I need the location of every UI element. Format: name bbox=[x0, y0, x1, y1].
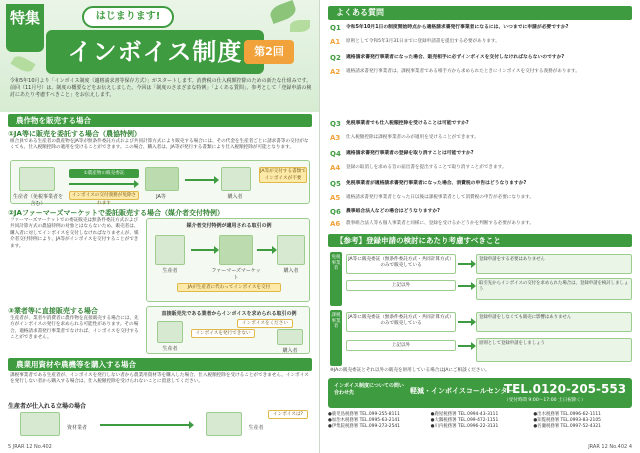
buyer-label: 購入者 bbox=[282, 348, 298, 354]
question-text: 適格請求書発行事業者になった場合、販売相手に必ずインボイスを交付しなければならないのですか? bbox=[346, 55, 565, 60]
tax-office-list bbox=[328, 412, 632, 430]
category-tab: 免税事業者 bbox=[330, 252, 342, 306]
issue-label: JRAR 12 No.402 bbox=[12, 444, 52, 450]
page-footer bbox=[8, 444, 52, 450]
seller-label: 生産者 bbox=[162, 346, 178, 352]
page-number: 4 bbox=[628, 444, 632, 450]
market-icon bbox=[219, 235, 253, 265]
question-text: 令和5年10月1日の制度開始時点から適格請求書発行事業者になるには、いつまでに申請が必要ですか? bbox=[346, 25, 569, 30]
answer-marker: A1 bbox=[330, 38, 341, 46]
arrow-right-icon bbox=[185, 179, 215, 181]
question-marker: Q6 bbox=[330, 208, 341, 216]
office-entry: ●出水税務署 TEL.0996-62-1111 bbox=[533, 412, 601, 417]
contact-name: 軽減・インボイスコールセンター bbox=[410, 387, 515, 395]
answer-text: 仕入税額控除は課税事業者のみが適用を受けることができます。 bbox=[346, 135, 479, 140]
question-text: 適格請求書発行事業者の登録を取り消すことは可能ですか? bbox=[346, 151, 474, 156]
arrow-right-icon bbox=[191, 249, 215, 251]
farmer-icon bbox=[155, 235, 185, 265]
subsection-heading: ②JAファーマーズマーケットで委託販売する場合（媒介者交付特例） bbox=[8, 209, 224, 217]
answer-text: 登録の取消しを求める旨の届出書を提出することで取り消すことができます。 bbox=[346, 165, 507, 170]
result-box: 取引先からインボイスの交付を求められた場合は、登録申請を検討しましょう bbox=[476, 278, 632, 300]
speech-bubble: インボイスをください bbox=[237, 319, 293, 328]
diagram-title: 直接販売先である業者からインボイスを求められる取引の例 bbox=[161, 311, 297, 317]
feature-badge: 特集 bbox=[6, 4, 44, 52]
farmer-icon bbox=[157, 321, 183, 343]
leaf-icon bbox=[290, 20, 310, 32]
buyer-icon bbox=[277, 235, 305, 265]
page-title: インボイス制度 bbox=[46, 30, 264, 74]
buyer-icon bbox=[221, 167, 251, 191]
answer-marker: A2 bbox=[330, 68, 341, 76]
contact-lead: インボイス制度についての問い合わせ先 bbox=[334, 383, 404, 396]
condition-box: 上記以外 bbox=[346, 340, 456, 351]
question-marker: Q2 bbox=[330, 54, 341, 62]
office-row bbox=[328, 424, 632, 430]
note-bubble: インボイスを発行できない bbox=[191, 329, 255, 338]
office-entry: ●大隅税務署 TEL.099-472-1151 bbox=[430, 418, 499, 423]
office-entry: ●加治木税務署 TEL.0995-63-2141 bbox=[328, 418, 400, 423]
feature-header bbox=[0, 0, 319, 112]
intro-text: 令和5年10月より「インボイス制度（適格請求書等保存方式）」がスタートします。消費税の仕入税額控除のための新たな仕組みです。前回（11月号）は、制度の概要などをお伝えしました。今回は「制度のさまざまな特例」「よくある質問」、参考として「登録申請の検討にあたり考慮すべきこと」をお伝えします。 bbox=[10, 78, 312, 98]
farmer-icon bbox=[19, 167, 55, 191]
section-heading: 【参考】登録申請の検討にあたり考慮すべきこと bbox=[328, 234, 632, 247]
question-marker: Q1 bbox=[330, 24, 341, 32]
speech-bubble: インボイスは? bbox=[268, 410, 308, 419]
contact-hours: （受付時間 9:00〜17:00 土日祝除く） bbox=[504, 398, 586, 403]
body-text: 課税事業者である生産者が、インボイスを発行しない者から農業用資材等を購入した場合、仕入税額控除を受けることができません。インボイスを発行しない者から購入する場合は、仕入税額控除を受けられないことに留意してください。 bbox=[10, 373, 309, 385]
note-bubble: インボイスの交付義務が免除されます bbox=[69, 191, 139, 200]
arrow-right-icon bbox=[458, 345, 472, 347]
office-entry: ●知覧税務署 TEL.0993-83-2105 bbox=[533, 418, 601, 423]
question-marker: Q4 bbox=[330, 150, 341, 158]
issue-label: JRAR 12 No.402 bbox=[588, 444, 628, 450]
buyer-icon bbox=[277, 329, 303, 345]
answer-text: 適格請求書発行事業者は、課税事業者である相手方から求められたときにインボイスを交付する義務があります。 bbox=[346, 69, 580, 74]
answer-marker: A6 bbox=[330, 220, 341, 228]
page-number: 5 bbox=[8, 444, 12, 450]
arrow-right-icon bbox=[458, 321, 472, 323]
condition-box: 上記以外 bbox=[346, 280, 456, 291]
arrow-right-icon bbox=[100, 424, 190, 426]
seller-label: 資材業者 bbox=[66, 425, 87, 431]
question-marker: Q3 bbox=[330, 120, 341, 128]
answer-text: 原則として令和5年3月31日までに登録申請書を提出する必要があります。 bbox=[346, 39, 500, 44]
condition-box: JA等に販売委託（無条件委託方式・共同計算方式）のみで販売している bbox=[346, 254, 456, 274]
contact-banner bbox=[328, 378, 632, 408]
office-entry: ●名瀬税務署 TEL.0997-52-4321 bbox=[533, 424, 601, 429]
diagram-direct-sale bbox=[146, 306, 310, 354]
farmer-icon bbox=[206, 412, 242, 436]
section-heading: 農業用資材や農機等を購入する場合 bbox=[8, 358, 312, 371]
note-bubble: JAが生産者に代わってインボイスを交付 bbox=[177, 283, 281, 292]
office-entry: ●鹿児島税務署 TEL.099-255-8111 bbox=[328, 412, 400, 417]
office-entry: ●鹿屋税務署 TEL.0994-43-3111 bbox=[430, 412, 499, 417]
buyer-label: 購入者 bbox=[283, 268, 299, 274]
buyer-label: 生産者 bbox=[248, 425, 264, 431]
condition-box: JA等に販売委託（無条件委託方式・共同計算方式）のみで販売している bbox=[346, 312, 456, 332]
leaf-icon bbox=[10, 53, 35, 74]
body-text: ファーマーズマーケットでの委託販売は無条件委託方式および共同計算方式の農協特例の対象とはならないため、販売者は、購入者に対してインボイスを交付しなければなりませんが、媒介者交付特例により、JA等がインボイスを交付することができます。 bbox=[10, 218, 139, 249]
question-text: 免税事業者が適格請求書発行事業者になった場合、消費税の申告はどうなりますか? bbox=[346, 181, 527, 186]
buyer-label: 購入者 bbox=[227, 194, 243, 200]
right-page bbox=[320, 0, 640, 453]
result-box: 登録申請をする必要はありません bbox=[476, 254, 632, 274]
speech-bubble: はじまります! bbox=[82, 6, 174, 28]
arrow-right-icon bbox=[458, 285, 472, 287]
seller-label: 生産者 bbox=[162, 268, 178, 274]
market-label: ファーマーズマーケット bbox=[211, 268, 261, 281]
diagram-ja-consignment bbox=[10, 160, 310, 207]
diagram-title: 媒介者交付特例が適用される取引の例 bbox=[186, 223, 272, 229]
category-tab: 課税事業者 bbox=[330, 310, 342, 366]
footnote: ※JAの販売委託とそれ以外の販売を併用している場合はJAにご相談ください。 bbox=[330, 368, 490, 373]
arrow-right-icon bbox=[69, 183, 135, 185]
question-text: 免税事業者でも仕入税額控除を受けることは可能ですか? bbox=[346, 121, 469, 126]
seller-label: 生産者（免税事業者を含む） bbox=[13, 194, 64, 207]
subsection-heading: ①JA等に販売を委託する場合（農協特例） bbox=[8, 130, 141, 138]
diagram-intermediary bbox=[146, 218, 310, 302]
arrow-right-icon bbox=[257, 249, 273, 251]
result-box: 原則として登録申請をしましょう bbox=[476, 338, 632, 362]
contact-phone[interactable]: TEL.0120-205-553 bbox=[504, 382, 627, 396]
body-text: 組合員である生産者の農産物をJA等が無条件委託方式および共同計算方式により販売する場合には、その代金を生産者ごとに請求書等の交付がなくても、仕入税額控除の適用を受けることができます。この場合、購入者は、JA等が発行する書類により仕入税額控除が可能となります。 bbox=[10, 139, 309, 151]
page-footer bbox=[588, 444, 632, 450]
answer-marker: A4 bbox=[330, 164, 341, 172]
flow-label: ①農産物の販売委託 bbox=[69, 169, 139, 178]
answer-text: 農事組合法人等も個人事業者と同様に、登録を受けるかどうかを判断する必要があります。 bbox=[346, 221, 534, 226]
part-badge: 第2回 bbox=[244, 40, 294, 64]
subsection-heading: 生産者が仕入れる立場の場合 bbox=[8, 403, 87, 410]
ja-building-icon bbox=[145, 167, 179, 191]
supplier-icon bbox=[20, 412, 60, 436]
section-heading: よくある質問 bbox=[328, 6, 632, 20]
answer-marker: A5 bbox=[330, 194, 341, 202]
answer-marker: A3 bbox=[330, 134, 341, 142]
question-text: 農事組合法人などの場合はどうなりますか? bbox=[346, 209, 440, 214]
answer-text: 適格請求書発行事業者となった日以後は課税事業者として消費税の申告が必要になります。 bbox=[346, 195, 534, 200]
question-marker: Q5 bbox=[330, 180, 341, 188]
body-text: 生産者が、業者や消費者に農作物を直接販売する場合には、先方がインボイスの発行を求められる可能性があります。その場合、適格請求書発行事業者でなければ、インボイスを交付することができません。 bbox=[10, 316, 139, 341]
office-entry: ●川内税務署 TEL.0996-22-3131 bbox=[430, 424, 499, 429]
note-bubble: JA等が交付する書類でインボイスが不要 bbox=[260, 169, 306, 181]
section-heading: 農作物を販売する場合 bbox=[8, 114, 312, 127]
result-box: 登録申請をしなくても販売に影響はありません bbox=[476, 312, 632, 332]
office-entry: ●伊集院税務署 TEL.099-273-2541 bbox=[328, 424, 400, 429]
diagram-purchase bbox=[10, 410, 310, 440]
ja-label: JA等 bbox=[156, 194, 166, 200]
arrow-right-icon bbox=[458, 263, 472, 265]
subsection-heading: ③業者等に直接販売する場合 bbox=[8, 307, 98, 315]
